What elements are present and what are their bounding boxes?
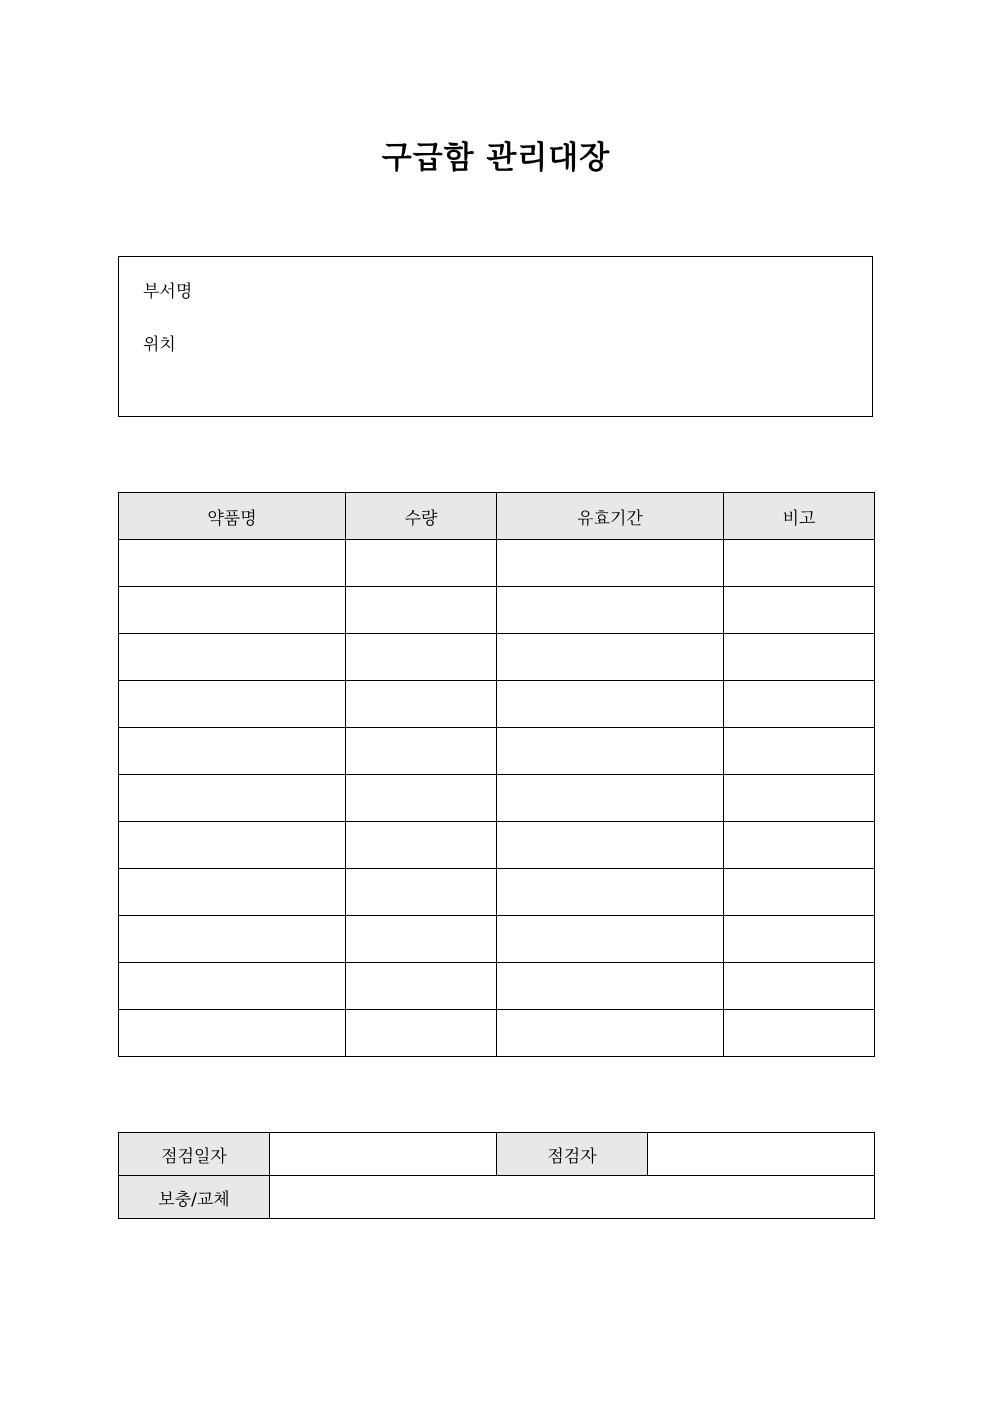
- table-row: [119, 822, 875, 869]
- table-row: [119, 681, 875, 728]
- expiry-cell[interactable]: [497, 681, 724, 728]
- remarks-cell[interactable]: [724, 1010, 875, 1057]
- quantity-cell[interactable]: [346, 775, 497, 822]
- expiry-cell[interactable]: [497, 869, 724, 916]
- department-label: 부서명: [143, 282, 193, 302]
- quantity-cell[interactable]: [346, 634, 497, 681]
- quantity-cell[interactable]: [346, 681, 497, 728]
- medicine-name-cell[interactable]: [119, 822, 346, 869]
- remarks-cell[interactable]: [724, 728, 875, 775]
- remarks-cell[interactable]: [724, 587, 875, 634]
- column-header-quantity: 수량: [346, 493, 497, 540]
- quantity-cell[interactable]: [346, 587, 497, 634]
- table-header-row: [119, 493, 875, 540]
- expiry-cell[interactable]: [497, 634, 724, 681]
- expiry-cell[interactable]: [497, 540, 724, 587]
- inspector-label: 점검자: [497, 1133, 648, 1176]
- replacement-label: 보충/교체: [119, 1176, 270, 1219]
- remarks-cell[interactable]: [724, 916, 875, 963]
- expiry-cell[interactable]: [497, 1010, 724, 1057]
- medicine-name-cell[interactable]: [119, 540, 346, 587]
- table-row: [119, 540, 875, 587]
- replacement-field[interactable]: [270, 1176, 875, 1219]
- column-header-remarks: 비고: [724, 493, 875, 540]
- page-title: 구급함 관리대장: [381, 140, 611, 176]
- medicine-name-cell[interactable]: [119, 963, 346, 1010]
- inspector-field[interactable]: [648, 1133, 875, 1176]
- expiry-cell[interactable]: [497, 916, 724, 963]
- table-row: [119, 728, 875, 775]
- remarks-cell[interactable]: [724, 822, 875, 869]
- table-row: [119, 775, 875, 822]
- medicine-name-cell[interactable]: [119, 1010, 346, 1057]
- remarks-cell[interactable]: [724, 540, 875, 587]
- replacement-row: [119, 1176, 875, 1219]
- remarks-cell[interactable]: [724, 963, 875, 1010]
- medicine-name-cell[interactable]: [119, 728, 346, 775]
- inspection-row: [119, 1133, 875, 1176]
- inspection-date-field[interactable]: [270, 1133, 497, 1176]
- table-row: [119, 963, 875, 1010]
- table-row: [119, 1010, 875, 1057]
- info-box: [118, 256, 873, 417]
- expiry-cell[interactable]: [497, 822, 724, 869]
- table-row: [119, 587, 875, 634]
- quantity-cell[interactable]: [346, 869, 497, 916]
- quantity-cell[interactable]: [346, 1010, 497, 1057]
- medicine-name-cell[interactable]: [119, 775, 346, 822]
- table-row: [119, 634, 875, 681]
- medicine-name-cell[interactable]: [119, 587, 346, 634]
- inspection-table: [118, 1132, 875, 1219]
- remarks-cell[interactable]: [724, 634, 875, 681]
- remarks-cell[interactable]: [724, 681, 875, 728]
- quantity-cell[interactable]: [346, 822, 497, 869]
- expiry-cell[interactable]: [497, 963, 724, 1010]
- expiry-cell[interactable]: [497, 728, 724, 775]
- expiry-cell[interactable]: [497, 775, 724, 822]
- column-header-expiry: 유효기간: [497, 493, 724, 540]
- quantity-cell[interactable]: [346, 963, 497, 1010]
- medicine-name-cell[interactable]: [119, 916, 346, 963]
- remarks-cell[interactable]: [724, 869, 875, 916]
- quantity-cell[interactable]: [346, 540, 497, 587]
- column-header-medicine-name: 약품명: [119, 493, 346, 540]
- remarks-cell[interactable]: [724, 775, 875, 822]
- quantity-cell[interactable]: [346, 728, 497, 775]
- inspection-date-label: 점검일자: [119, 1133, 270, 1176]
- quantity-cell[interactable]: [346, 916, 497, 963]
- medicine-table: [118, 492, 875, 1057]
- table-row: [119, 916, 875, 963]
- medicine-name-cell[interactable]: [119, 869, 346, 916]
- medicine-name-cell[interactable]: [119, 634, 346, 681]
- medicine-name-cell[interactable]: [119, 681, 346, 728]
- location-label: 위치: [143, 335, 176, 355]
- expiry-cell[interactable]: [497, 587, 724, 634]
- table-row: [119, 869, 875, 916]
